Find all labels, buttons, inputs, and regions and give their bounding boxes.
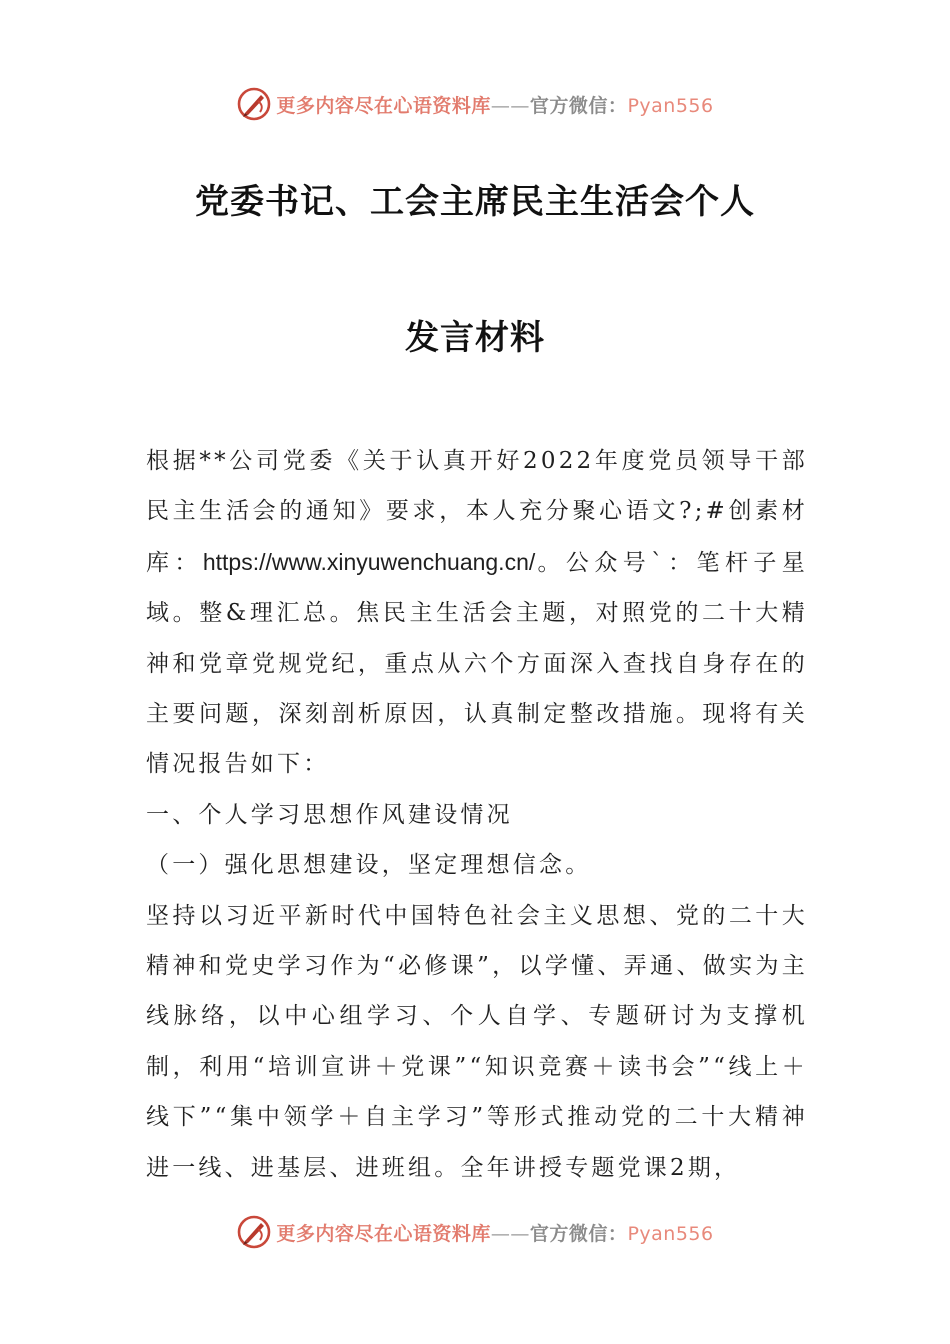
document-title-line-1: 党委书记、工会主席民主生活会个人 xyxy=(195,182,755,222)
watermark-text: 更多内容尽在心语资料库——官方微信：Pyan556 xyxy=(276,1222,714,1245)
watermark-text: 更多内容尽在心语资料库——官方微信：Pyan556 xyxy=(276,94,714,117)
pen-logo-icon xyxy=(236,86,272,122)
footer-watermark-banner xyxy=(0,1212,950,1252)
intro-paragraph: 根据**公司党委《关于认真开好2022年度党员领导干部民主生活会的通知》要求，本人充分聚心语文?;#创素材库：https://www.xinyuwenchuang.cn/。公众号`：笔杆子星域。整&理汇总。焦民主生活会主题，对照党的二十大精神和党章党规党纪，重点从六个方面深入查找自身存在的主要问题，深刻剖析原因，认真制定整改措施。现将有关情况报告如下： xyxy=(146,448,809,778)
pen-logo-icon xyxy=(236,1214,272,1250)
intro-url-link[interactable]: https://www.xinyuwenchuang.cn/ xyxy=(202,548,536,575)
header-watermark-banner xyxy=(0,84,950,124)
subsection-heading: （一）强化思想建设，坚定理想信念。 xyxy=(146,852,592,879)
section-heading: 一、个人学习思想作风建设情况 xyxy=(146,801,513,828)
body-paragraph: 坚持以习近平新时代中国特色社会主义思想、党的二十大精神和党史学习作为“必修课”，以学懂、弄通、做实为主线脉络，以中心组学习、个人自学、专题研讨为支撑机制，利用“培训宣讲＋党课”“知识竞赛＋读书会”“线上＋线下”“集中领学＋自主学习”等形式推动党的二十大精神进一线、进基层、进班组。全年讲授专题党课2期， xyxy=(146,902,808,1181)
document-title-line-2: 发言材料 xyxy=(405,318,545,358)
document-body xyxy=(146,436,808,1193)
